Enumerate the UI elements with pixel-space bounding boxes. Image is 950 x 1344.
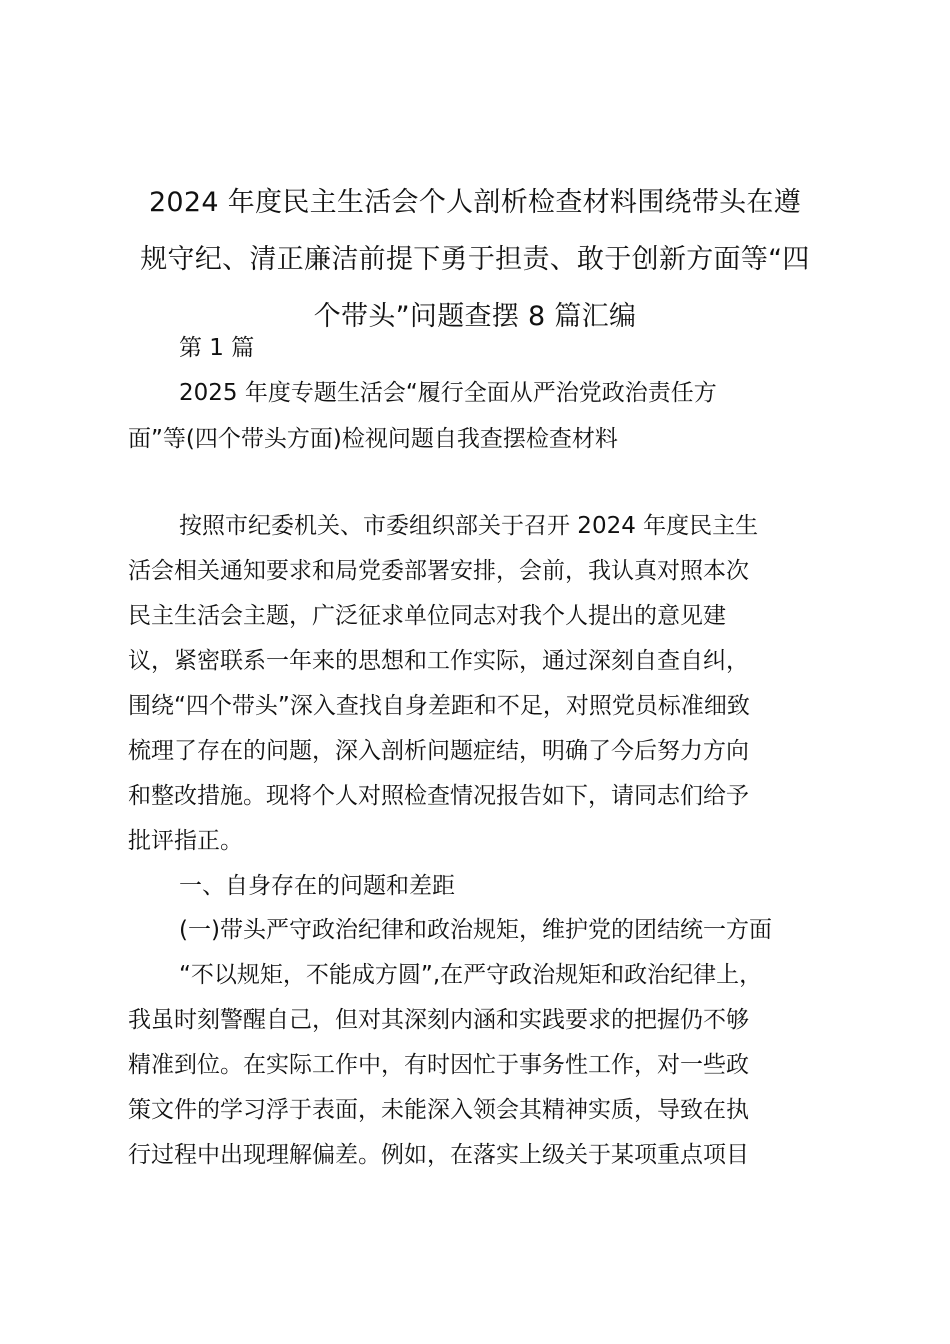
paragraph-line: 策文件的学习浮于表面，未能深入领会其精神实质，导致在执: [128, 1097, 749, 1123]
paragraph-line: 活会相关通知要求和局党委部署安排，会前，我认真对照本次: [128, 558, 749, 584]
paragraph-line: “不以规矩，不能成方圆”,在严守政治规矩和政治纪律上，: [179, 962, 763, 988]
subtitle-line: 2025 年度专题生活会“履行全面从严治党政治责任方: [179, 380, 717, 406]
part-label: 第 1 篇: [179, 335, 255, 361]
paragraph-line: 议，紧密联系一年来的思想和工作实际，通过深刻自查自纠，: [128, 648, 749, 674]
document-title: [118, 174, 832, 345]
paragraph-line: 和整改措施。现将个人对照检查情况报告如下，请同志们给予: [128, 783, 749, 809]
paragraph-line: 行过程中出现理解偏差。例如，在落实上级关于某项重点项目: [128, 1142, 749, 1168]
paragraph-line: 按照市纪委机关、市委组织部关于召开 2024 年度民主生: [179, 513, 759, 539]
paragraph-line: 我虽时刻警醒自己，但对其深刻内涵和实践要求的把握仍不够: [128, 1007, 749, 1033]
paragraph-line: 梳理了存在的问题，深入剖析问题症结，明确了今后努力方向: [128, 738, 749, 764]
title-line: 2024 年度民主生活会个人剖析检查材料围绕带头在遵: [148, 187, 802, 218]
paragraph-line: 批评指正。: [128, 828, 243, 854]
title-line: 规守纪、清正廉洁前提下勇于担责、敢于创新方面等“四: [140, 244, 810, 275]
section-heading: 一、自身存在的问题和差距: [179, 873, 455, 899]
subsection-heading: (一)带头严守政治纪律和政治规矩，维护党的团结统一方面: [179, 917, 772, 943]
paragraph-line: 精准到位。在实际工作中，有时因忙于事务性工作，对一些政: [128, 1052, 749, 1078]
paragraph-line: 民主生活会主题，广泛征求单位同志对我个人提出的意见建: [128, 603, 726, 629]
paragraph-line: 围绕“四个带头”深入查找自身差距和不足，对照党员标准细致: [128, 693, 750, 719]
title-line: 个带头”问题查摆 8 篇汇编: [313, 301, 637, 332]
subtitle-line: 面”等(四个带头方面)检视问题自我查摆检查材料: [128, 426, 618, 452]
